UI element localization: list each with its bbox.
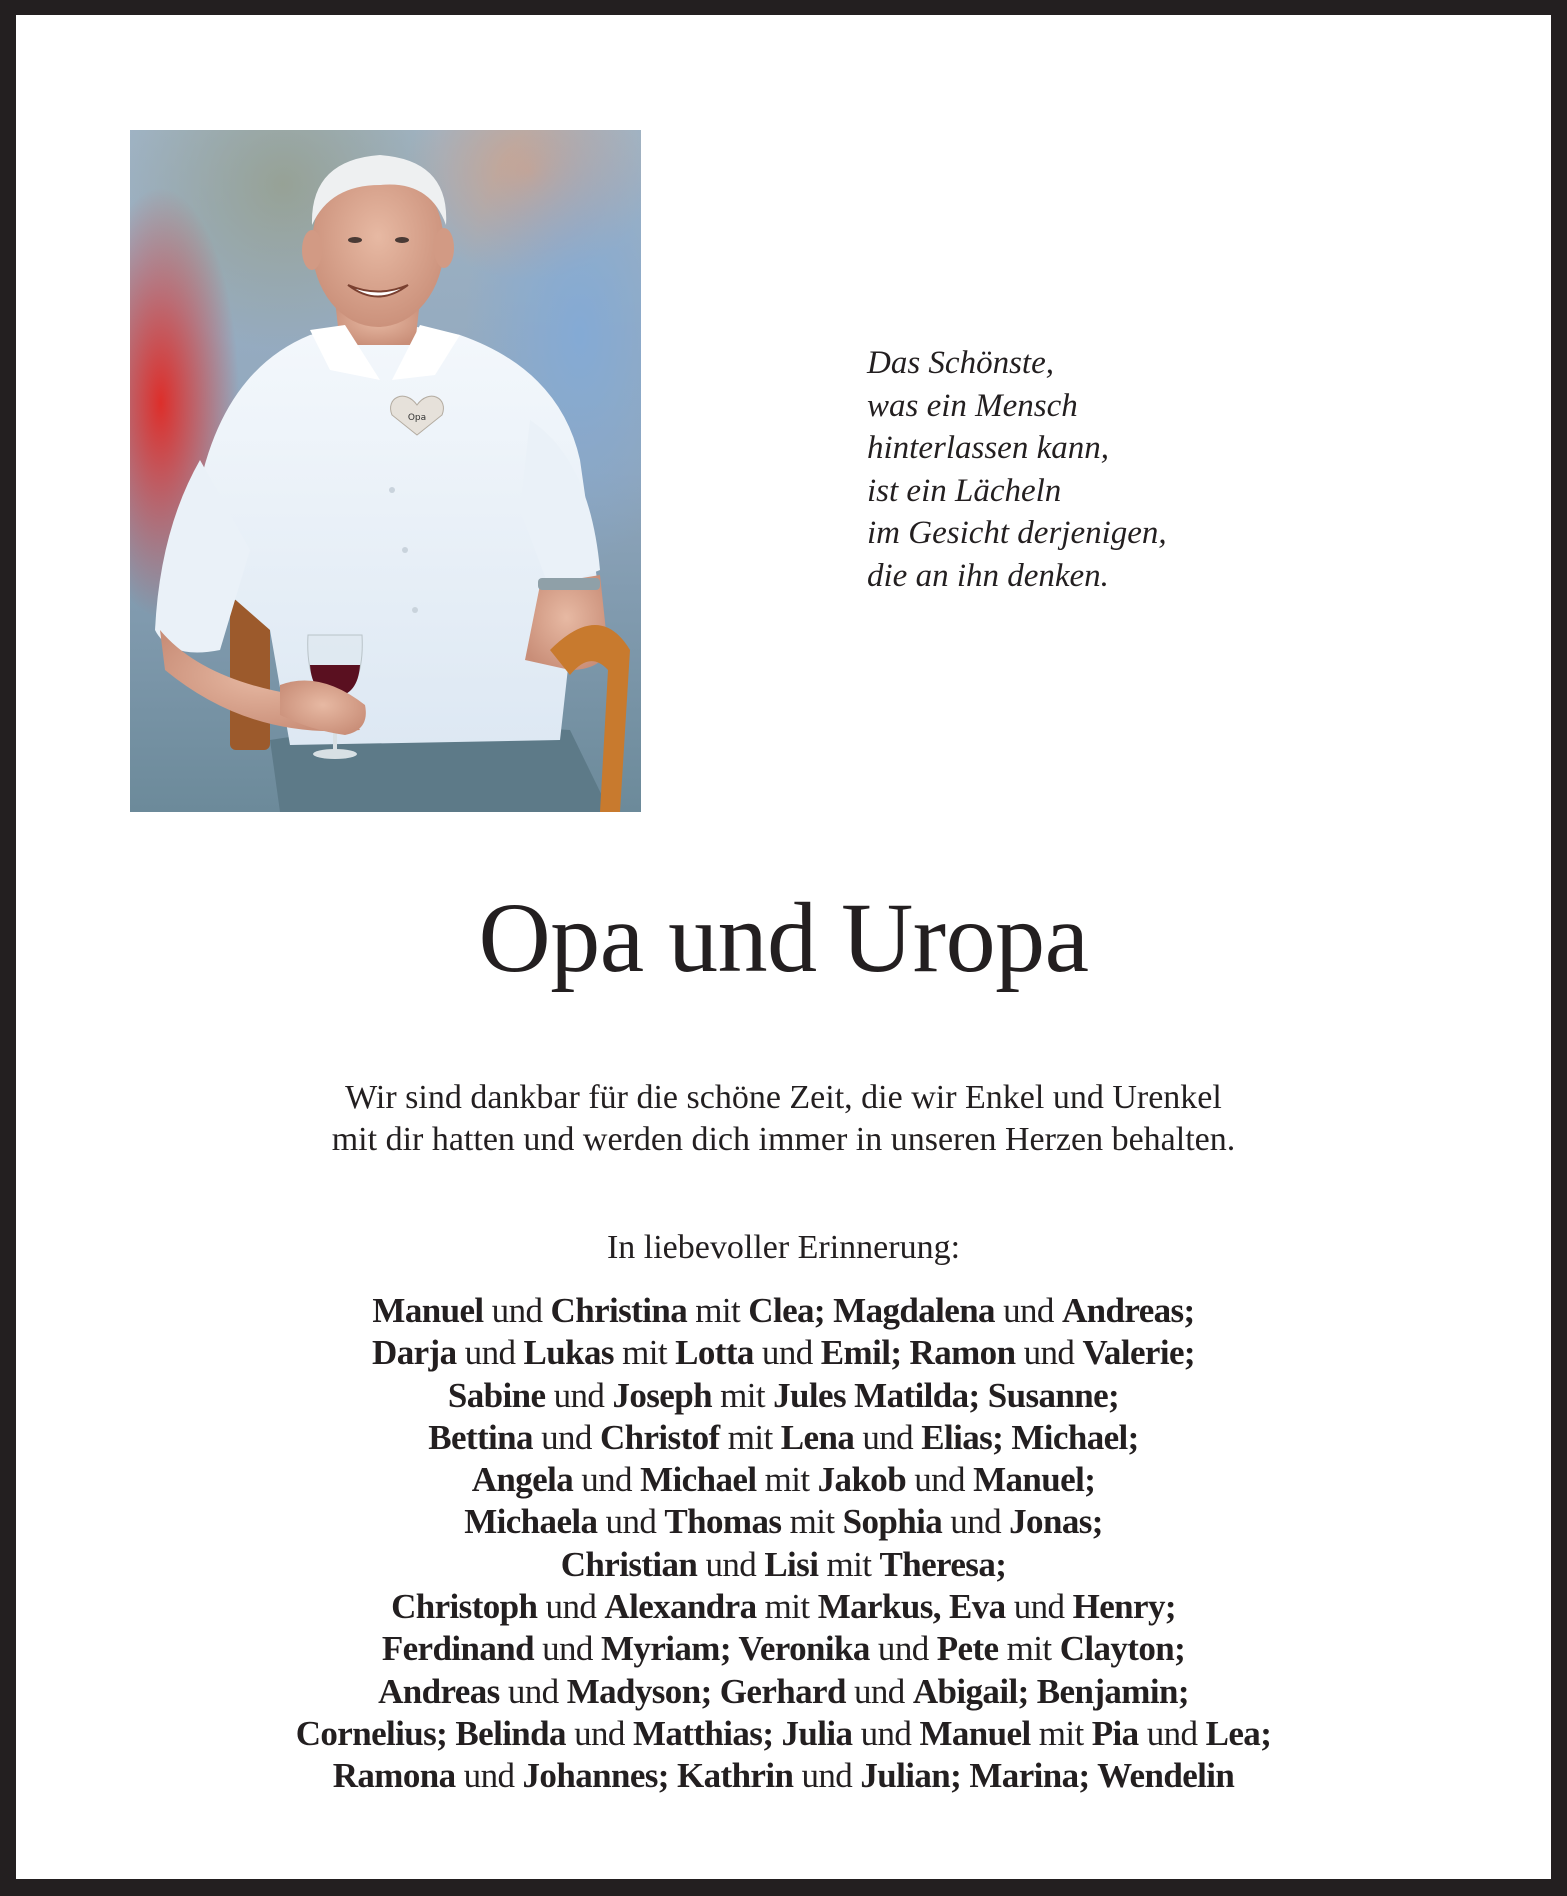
mourner-names: Joseph [612, 1375, 712, 1415]
mourner-names: Matthias; Julia [632, 1713, 853, 1753]
mourner-names: Darja [372, 1333, 457, 1373]
connector-word: und [565, 1713, 633, 1753]
svg-text:Opa: Opa [407, 413, 427, 423]
mourners-line [16, 1586, 1551, 1628]
mourner-names: Andreas; [1061, 1291, 1195, 1330]
mourner-names: Alexandra [604, 1587, 757, 1627]
connector-word: und [573, 1460, 641, 1500]
mourner-names: Christof [599, 1417, 720, 1457]
obituary-page [16, 15, 1551, 1879]
mourner-names: Jakob [817, 1460, 907, 1500]
mourner-names: Jonas; [1009, 1502, 1103, 1542]
mourners-line [16, 1417, 1551, 1459]
quote-line: was ein Mensch [867, 387, 1078, 424]
connector-word: und [906, 1460, 974, 1500]
connector-word: mit [711, 1375, 774, 1415]
mourner-names: Valerie; [1082, 1333, 1195, 1373]
connector-word: mit [781, 1502, 843, 1542]
connector-word: und [854, 1417, 922, 1457]
mourners-line [16, 1290, 1551, 1332]
mourner-names: Lotta [675, 1333, 754, 1373]
mourner-names: Clayton; [1059, 1629, 1186, 1669]
quote-line: die an ihn denken. [867, 557, 1109, 594]
tribute-line: Wir sind dankbar für die schöne Zeit, die wir Enkel und Urenkel [345, 1079, 1222, 1116]
mourner-names: Angela [471, 1460, 574, 1500]
connector-word: und [1005, 1587, 1073, 1627]
mourners-line [16, 1628, 1551, 1670]
connector-word: und [697, 1544, 765, 1584]
mourner-names: Lea; [1205, 1713, 1272, 1753]
mourner-names: Ramona [332, 1756, 456, 1796]
mourner-names: Johannes; Kathrin [522, 1756, 794, 1796]
connector-word: mit [613, 1333, 676, 1373]
mourner-names: Emil; Ramon [820, 1333, 1016, 1373]
connector-word: und [994, 1291, 1062, 1330]
mourners-list [16, 1290, 1551, 1798]
mourner-names: Madyson; Gerhard [566, 1671, 846, 1711]
mourner-names: Christoph [391, 1587, 538, 1627]
connector-word: und [1015, 1333, 1083, 1373]
mourners-line [16, 1375, 1551, 1417]
mourner-names: Sabine [447, 1375, 546, 1415]
connector-word: mit [818, 1544, 880, 1584]
connector-word: mit [756, 1460, 818, 1500]
mourner-names: Christina [550, 1291, 688, 1330]
connector-word: mit [756, 1587, 818, 1627]
mourner-names: Manuel; [973, 1460, 1096, 1500]
mourners-line [16, 1544, 1551, 1586]
connector-word: und [852, 1713, 920, 1753]
connector-word: und [597, 1502, 665, 1542]
mourner-names: Lena [780, 1417, 855, 1457]
mourner-names: Lukas [523, 1333, 614, 1373]
tribute-message [16, 1077, 1551, 1161]
quote-line: Das Schönste, [867, 345, 1054, 381]
mourner-names: Michaela [464, 1502, 598, 1542]
connector-word: mit [998, 1629, 1060, 1669]
mourner-names: Cornelius; Belinda [295, 1713, 566, 1753]
connector-word: mit [719, 1417, 781, 1457]
connector-word: und [942, 1502, 1010, 1542]
mourner-names: Pia [1091, 1713, 1139, 1753]
connector-word: und [483, 1291, 551, 1330]
connector-word: mit [687, 1291, 749, 1330]
mourners-line [16, 1713, 1551, 1755]
mourners-line [16, 1459, 1551, 1501]
connector-word: und [537, 1587, 605, 1627]
tribute-line: mit dir hatten und werden dich immer in unseren Herzen behalten. [331, 1121, 1236, 1158]
remembrance-label: In liebevoller Erinnerung: [606, 1229, 961, 1266]
mourners-line [16, 1671, 1551, 1713]
mourner-names: Manuel [372, 1291, 484, 1330]
mourners-line [16, 1332, 1551, 1374]
quote-line: im Gesicht derjenigen, [867, 515, 1167, 551]
connector-word: und [869, 1629, 937, 1669]
connector-word: und [499, 1671, 567, 1711]
mourner-names: Myriam; Veronika [600, 1629, 870, 1669]
mourner-names: Jules Matilda; Susanne; [773, 1375, 1120, 1415]
connector-word: mit [1030, 1713, 1092, 1753]
mourners-line [16, 1501, 1551, 1543]
memorial-quote [867, 342, 1167, 597]
mourner-names: Elias; Michael; [921, 1417, 1139, 1457]
connector-word: und [533, 1629, 601, 1669]
connector-word: und [545, 1375, 613, 1415]
mourner-names: Markus, Eva [817, 1587, 1006, 1627]
connector-word: und [532, 1417, 600, 1457]
quote-line: ist ein Lächeln [867, 472, 1062, 509]
mourner-names: Andreas [378, 1671, 500, 1711]
mourner-names: Abigail; Benjamin; [912, 1671, 1189, 1711]
mourner-names: Christian [560, 1544, 698, 1584]
mourner-names: Pete [936, 1629, 999, 1669]
page-title: Opa und Uropa [478, 882, 1089, 993]
mourner-names: Manuel [919, 1713, 1031, 1753]
connector-word: und [456, 1333, 524, 1373]
mourners-line [16, 1755, 1551, 1797]
mourner-names: Theresa; [879, 1544, 1007, 1584]
mourner-names: Thomas [664, 1502, 782, 1542]
connector-word: und [1138, 1713, 1206, 1753]
connector-word: und [845, 1671, 913, 1711]
connector-word: und [753, 1333, 821, 1373]
mourner-names: Ferdinand [381, 1629, 534, 1669]
quote-line: hinterlassen kann, [867, 430, 1109, 466]
mourner-names: Michael [640, 1460, 757, 1500]
portrait-photo [130, 130, 641, 812]
mourner-names: Sophia [842, 1502, 943, 1542]
connector-word: und [455, 1756, 523, 1796]
connector-word: und [793, 1756, 861, 1796]
mourner-names: Henry; [1072, 1587, 1176, 1627]
portrait-illustration [130, 130, 641, 812]
mourner-names: Julian; Marina; Wendelin [860, 1756, 1235, 1796]
mourner-names: Clea; Magdalena [748, 1291, 995, 1330]
mourner-names: Lisi [764, 1544, 819, 1584]
mourner-names: Bettina [428, 1417, 533, 1457]
